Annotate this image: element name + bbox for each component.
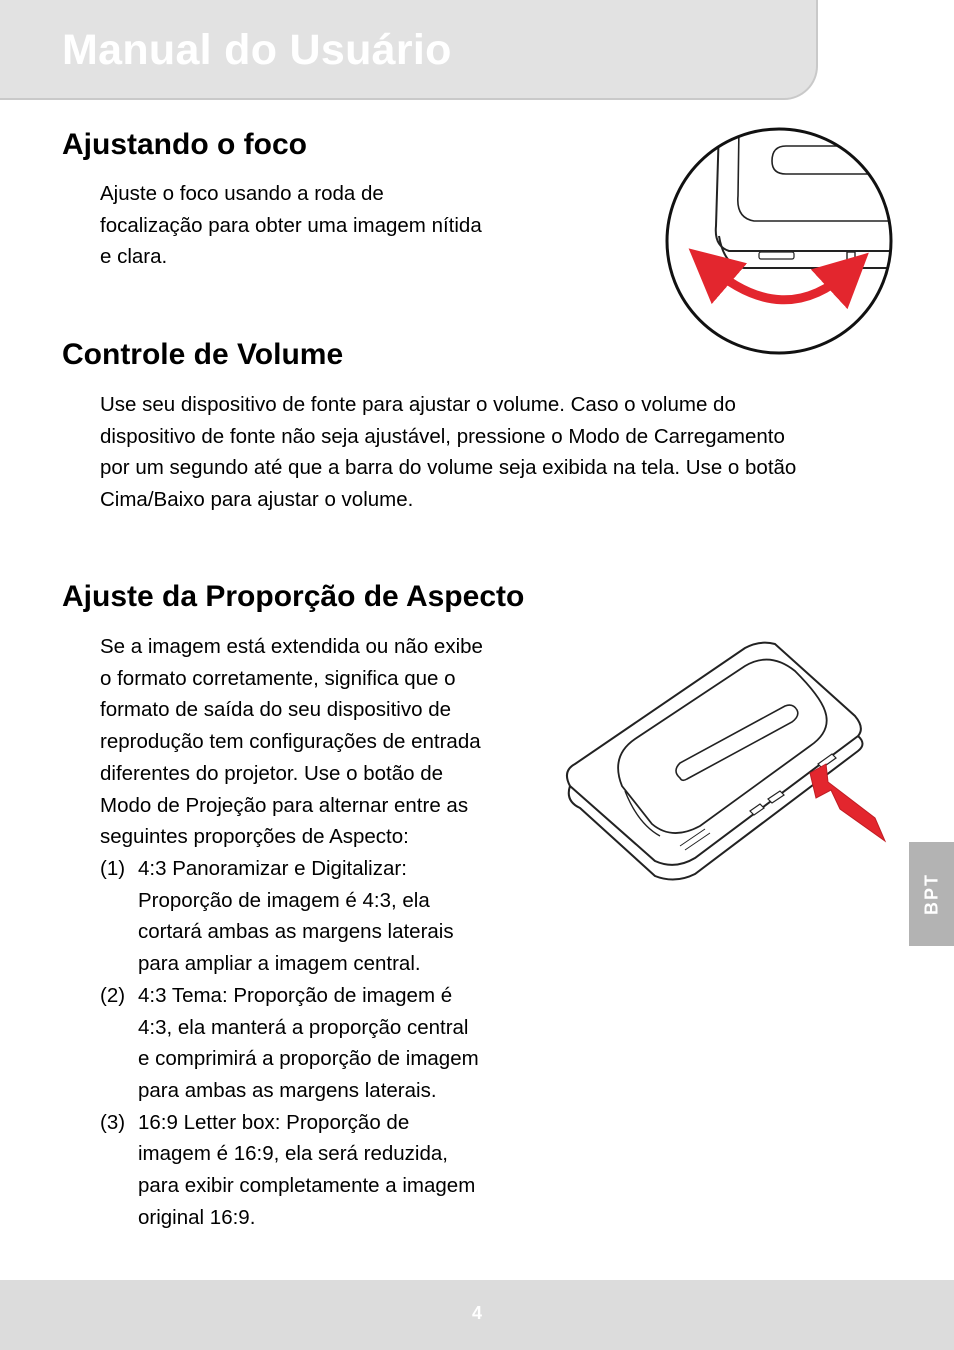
page-title: Manual do Usuário [62,26,452,74]
aspect-options-list [100,853,530,1233]
focus-line: focalização para obter uma imagem nítida [100,213,482,237]
projector-device-illustration [560,636,895,881]
list-item-line: e comprimirá a proporção de imagem [138,1047,479,1071]
list-item-number: (1) [100,857,126,880]
page-number: 4 [471,1303,482,1323]
list-item [100,1107,530,1234]
volume-line: Use seu dispositivo de fonte para ajustar o volume. Caso o volume do [100,393,736,416]
focus-line: e clara. [100,245,168,269]
list-item-line: original 16:9. [138,1205,256,1229]
list-item [100,853,530,980]
list-item [100,980,530,1107]
aspect-line: reprodução tem configurações de entrada [100,730,481,754]
aspect-line: o formato corretamente, significa que o [100,666,456,690]
focus-paragraph [100,178,540,273]
focus-wheel-illustration [664,126,894,356]
list-item-line: imagem é 16:9, ela será reduzida, [138,1142,448,1166]
aspect-paragraph [100,631,540,853]
focus-line: Ajuste o foco usando a roda de [100,182,384,205]
list-item-line: para exibir completamente a imagem [138,1174,476,1198]
header-tab [0,0,818,100]
footer-bar [0,1280,954,1350]
list-item-line: para ampliar a imagem central. [138,952,421,976]
list-item-line: Proporção de imagem é 4:3, ela [138,888,430,912]
aspect-line: diferentes do projetor. Use o botão de [100,761,444,785]
volume-line: por um segundo até que a barra do volume seja exibida na tela. Use o botão [100,456,797,480]
aspect-line: seguintes proporções de Aspecto: [100,825,409,849]
list-item-line: 4:3 Tema: Proporção de imagem é [138,983,453,1007]
list-item-line: 16:9 Letter box: Proporção de [138,1110,410,1134]
aspect-line: formato de saída do seu dispositivo de [100,698,451,722]
list-item-line: 4:3, ela manterá a proporção central [138,1015,469,1039]
volume-heading: Controle de Volume [62,338,344,371]
list-item-line: para ambas as margens laterais. [138,1078,437,1102]
volume-line: dispositivo de fonte não seja ajustável, pressione o Modo de Carregamento [100,424,785,448]
language-code: BPT [921,873,941,915]
volume-paragraph [100,389,900,516]
focus-heading: Ajustando o foco [62,128,307,161]
aspect-line: Se a imagem está extendida ou não exibe [100,635,483,658]
list-item-line: 4:3 Panoramizar e Digitalizar: [138,857,407,880]
list-item-number: (3) [100,1110,126,1134]
aspect-line: Modo de Projeção para alternar entre as [100,793,469,817]
volume-line: Cima/Baixo para ajustar o volume. [100,488,414,512]
aspect-heading: Ajuste da Proporção de Aspecto [62,580,525,613]
list-item-number: (2) [100,983,126,1007]
list-item-line: cortará ambas as margens laterais [138,920,454,944]
language-side-tab [909,842,954,946]
